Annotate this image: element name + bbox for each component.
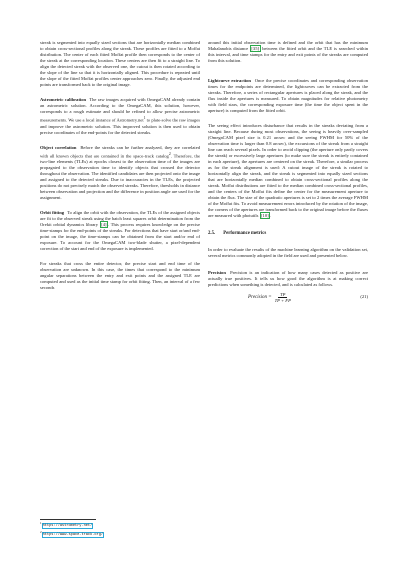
equation-lhs: Precision = <box>248 294 272 300</box>
astrometric-text-2: to plate-solve the raw images and improve the astrometric solution. This improved solution is then used to obtain precise coordinates of the end-points for the detected streaks. <box>40 117 200 135</box>
citation-link[interactable]: [4] <box>101 222 107 228</box>
seeing-text-2: . <box>270 213 272 218</box>
paragraph-heading-lightcurve: Lightcurve extraction <box>208 78 251 83</box>
paragraph-metrics-intro: In order to evaluate the results of the machine learning algorithm on the validation set, several metrics commonly adopted in the field are used and presented below. <box>208 247 368 258</box>
equation-body <box>248 292 291 303</box>
paragraph-heading-astrometric: Astrometric calibration <box>40 97 87 102</box>
lightcurve-text: Once the precise coordinates and corresponding observation times for the endpoints are determined, the lightcurves can be extracted from the streaks. Therefore, a series of rectangular apertures is placed along the streak, and the flux inside the apertures is measured. To obtain magnitudes for relative photometry with field stars, the corresponding exposure time (the time the object spent in the aperture) is computed from the fitted orbit. <box>208 78 368 113</box>
astrometric-text-1: The raw images acquired with OmegaCAM already contain an astrometric solution. According to the OmegaCAM, this solution, however, corresponds to a rough estimate and should be refined to allow precise astrometric measurements. We use a local instance of Astrometry.net <box>40 97 200 123</box>
footnote-mark-1[interactable]: 1 <box>143 116 146 120</box>
paragraph-astrometric-calibration <box>40 97 200 136</box>
footnote-number: 2 <box>40 529 42 534</box>
footnote-url-space-track[interactable]: https://www.space-track.org/ <box>42 532 104 537</box>
left-column <box>40 40 200 291</box>
equation-precision <box>208 291 368 305</box>
orbit-text-2: . This process requires knowledge on the precise time-stamps for the end-points of the streaks. For detections that have start or/and end-point on the image, the time-stamps can be obtained from the start and/or end of exposure. To account for the OmegaCAM two-blade shutter, a pixel-dependent correction of the start and end of the exposure is implemented. <box>40 222 200 252</box>
intro-text-1: around this initial observation time is defined and the orbit that has the minimum Mahalanobis distance <box>208 40 368 51</box>
footnote-mark-2[interactable]: 2 <box>168 151 171 156</box>
footnote-rule <box>40 519 96 520</box>
footnote-number: 1 <box>40 521 42 525</box>
paragraph-orbit-interval <box>208 40 368 64</box>
paragraph-heading-precision: Precision <box>208 270 226 275</box>
section-title: Performance metrics <box>223 231 267 236</box>
paragraph-orbit-fitting <box>40 210 200 252</box>
precision-text: Precision is an indication of how many cases detected as positive are actually true positives. It tells us how good the algorithm is at making correct predictions when something is detected, and is calculated as follows. <box>208 270 368 287</box>
equation-numerator: TP <box>280 292 286 297</box>
paragraph-heading-orbit-fitting: Orbit fitting <box>40 210 65 216</box>
paragraph-object-correlation <box>40 145 200 202</box>
equation-denominator: TP + FP <box>274 298 291 303</box>
equation-number: (21) <box>360 294 368 299</box>
citation-link[interactable]: [10] <box>261 213 269 218</box>
paragraph-precision <box>208 270 368 288</box>
object-text-1: Before the streaks can be further analyzed, they are correlated with all known objects that are contained in the space-track catalog <box>40 144 200 159</box>
paragraph-seeing-effect <box>208 123 368 219</box>
citation-link[interactable]: [35] <box>251 46 259 51</box>
paragraph-heading-object-correlation: Object correlation <box>40 144 77 150</box>
right-column <box>208 40 368 305</box>
equation-fraction <box>275 292 291 303</box>
paragraph-streak-alignment: streak is segmented into equally sized sections that are horizontally median combined to obtain cross-sectional profiles along the streak. These profiles are fitted to a Moffat distribution. The center of each fitted Moffat profile then corresponds to the center of the streak at the corresponding location. These centers are then fit to a straight line. To align the detected streak with the observed one, the cutout is then rotated according to the slope of the line so that it is horizontally aligned. This procedure is repeated until the slope of the fitted Moffat profiles center approaches zero. Finally, the adjusted end points are transformed back to the original image. <box>40 40 200 87</box>
intro-text-2: between the fitted orbit and the TLE is searched within this interval, and time stamps for the entry and exit points of the streaks are computed from this solution. <box>208 46 368 63</box>
footnote-item <box>40 521 200 530</box>
object-text-2: . Therefore, the two-line elements (TLEs) at epochs closest to the observation time of the images are propagated to the observation time to identify objects that crossed the detector throughout the observation. The identified candidates are then projected onto the image and assigned to the detected streaks. Due to inaccuracies in the TLEs, the projected positions do not precisely match the observed streaks. Therefore, thresholds in distance between observation and projection and the difference in position angle are used for the assignment. <box>40 153 200 201</box>
paragraph-entire-detector-streaks: For streaks that cross the entire detector, the precise start and end time of the observation are unknown. In this case, the times that correspond to the minimum angular separations between the entry and exit points and the assigned TLE are computed and used as the initial time stamp for orbit fitting. Then, an interval of a few seconds <box>40 261 200 291</box>
footnote-url-astrometry[interactable]: https://astrometry.net/ <box>42 524 93 529</box>
seeing-text-1: The seeing effect introduces disturbance that results in the streaks deviating from a straight line. Because during most observations, the seeing is heavily over-sampled (OmegaCAM pixel size is 0.21 arcsec and the seeing FWHM for 50% of the observation time is larger than 0.8 arcsec), the excursions of the streak from a straight line can reach several pixels. In order to avoid clipping (the aperture only partly covers the streak) or excessively large apertures (to make sure the streak is entirely contained in each aperture), the apertures are centered on the streak. Therefore, a similar process as for the streak alignment is used: A cutout image of the streak is rotated to horizontally align the streak, and the streak is segmented into equally sized sections that are horizontally median combined to obtain cross-sectional profiles along the streak. Moffat distributions are fitted to the median combined cross-sectional profiles, and the centers of the Moffat fits define the center for the measurement aperture to obtain the flux. The size of the quadratic apertures is set to 2 times the average FWHM of the Moffat fits. To avoid measurement errors introduced by the rotation of the image, the corners of the apertures are transformed back to the original image before the fluxes are measured with photutils <box>208 123 368 218</box>
footnote-item <box>40 530 200 539</box>
footnotes <box>40 521 200 538</box>
paragraph-lightcurve-extraction <box>208 78 368 114</box>
section-number: 2.5. <box>208 231 216 236</box>
orbit-text-1: To align the orbit with the observation, the TLEs of the assigned objects are fit to the observed streak using the batch least squares orbit determination from the Orekit orbital dynamics library <box>40 210 200 228</box>
